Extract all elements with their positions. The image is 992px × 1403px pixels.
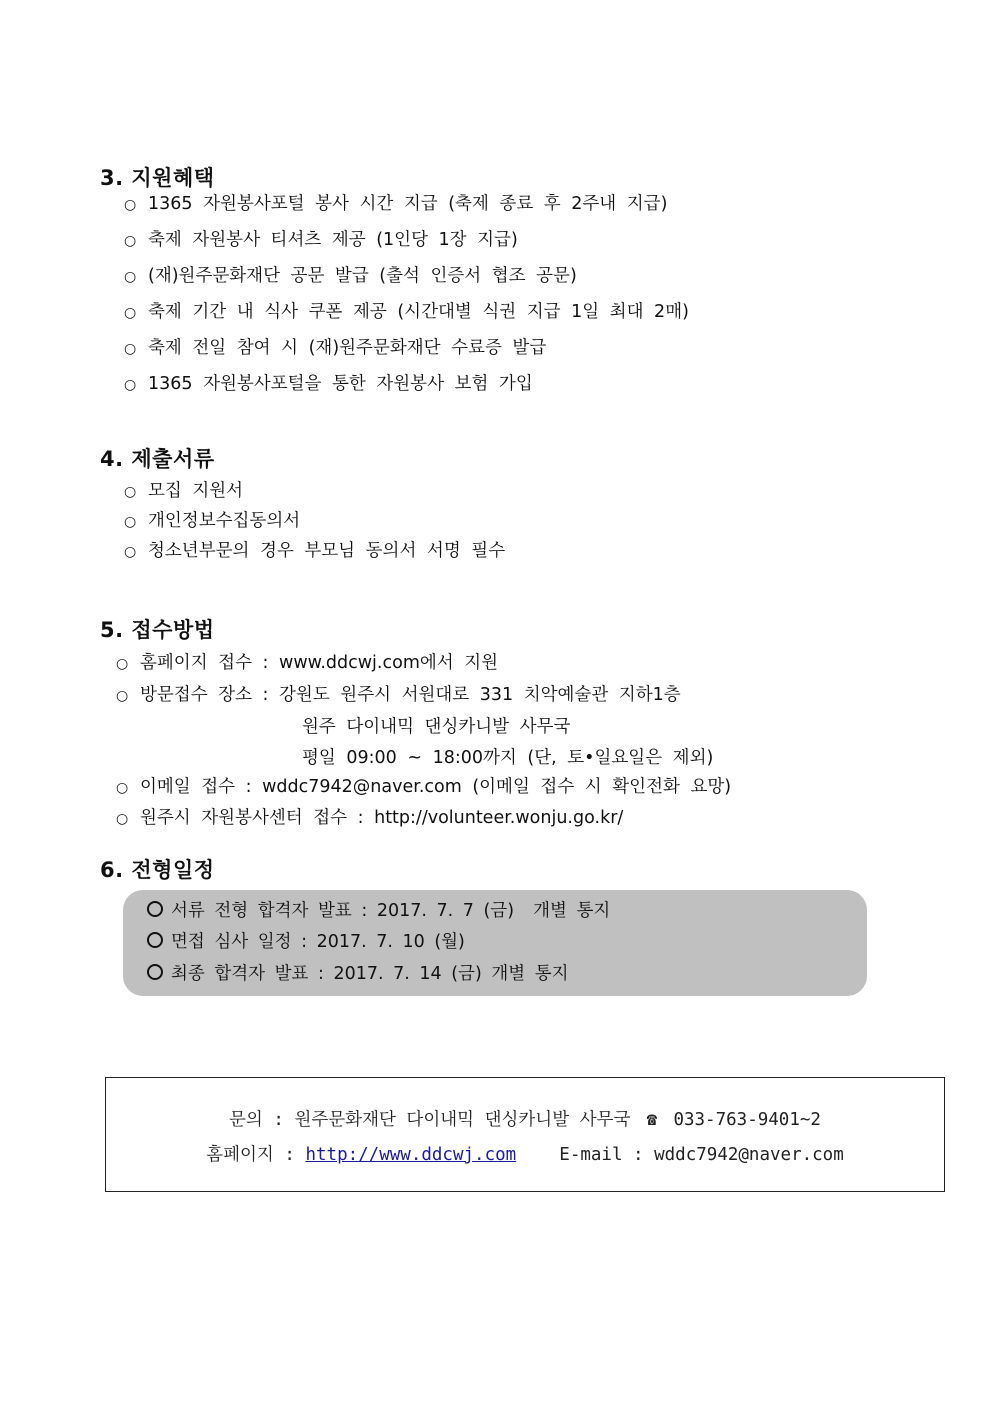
visit-address-line2: 원주 다이내믹 댄싱카니발 사무국	[302, 717, 571, 737]
visit-hours-line3: 평일 09:00 ~ 18:00까지 (단, 토•일요일은 제외)	[302, 748, 714, 768]
list-item: ○ 모집 지원서	[124, 478, 505, 508]
list-item: ○ 1365 자원봉사포털을 통한 자원봉사 보험 가입	[124, 370, 689, 406]
list-item: ○ 1365 자원봉사포털 봉사 시간 지급 (축제 종료 후 2주내 지급)	[124, 190, 689, 226]
bullet-icon: ○	[124, 377, 137, 393]
bullet-icon: ○	[124, 514, 137, 530]
contact-inquiry-line	[106, 1106, 944, 1131]
bullet-icon: ○	[124, 544, 137, 560]
list-item: ○ 축제 기간 내 식사 쿠폰 제공 (시간대별 식권 지급 1일 최대 2매)	[124, 298, 689, 334]
circle-bullet-icon	[147, 901, 163, 917]
bullet-icon: ○	[116, 688, 129, 704]
list-item-visit: ○ 방문접수 장소 : 강원도 원주시 서원대로 331 치악예술관 지하1층	[116, 682, 731, 774]
contact-email: E-mail : wddc7942@naver.com	[559, 1145, 844, 1165]
list-item: ○ (재)원주문화재단 공문 발급 (출석 인증서 협조 공문)	[124, 262, 689, 298]
bullet-icon: ○	[124, 233, 137, 249]
section-title-schedule: 6. 전형일정	[100, 858, 215, 882]
list-item-volunteer-center: ○ 원주시 자원봉사센터 접수 : http://volunteer.wonju.go.kr/	[116, 805, 731, 835]
circle-bullet-icon	[147, 932, 163, 948]
telephone-icon: ☎	[646, 1110, 658, 1130]
bullet-icon: ○	[124, 341, 137, 357]
list-item: ○ 축제 자원봉사 티셔츠 제공 (1인당 1장 지급)	[124, 226, 689, 262]
circle-bullet-icon	[147, 964, 163, 980]
list-item: ○ 축제 전일 참여 시 (재)원주문화재단 수료증 발급	[124, 334, 689, 370]
contact-web-line	[106, 1141, 944, 1166]
list-item: ○ 청소년부문의 경우 부모님 동의서 서명 필수	[124, 538, 505, 568]
homepage-label: 홈페이지 :	[206, 1145, 295, 1165]
homepage-link[interactable]: http://www.ddcwj.com	[305, 1145, 517, 1165]
inquiry-text: 문의 : 원주문화재단 다이내믹 댄싱카니발 사무국	[229, 1110, 631, 1130]
schedule-item: 최종 합격자 발표 : 2017. 7. 14 (금) 개별 통지	[147, 960, 569, 985]
schedule-item: 서류 전형 합격자 발표 : 2017. 7. 7 (금) 개별 통지	[147, 897, 610, 922]
bullet-icon: ○	[124, 305, 137, 321]
contact-box	[105, 1077, 945, 1192]
bullet-icon: ○	[116, 780, 129, 796]
list-item-homepage: ○ 홈페이지 접수 : www.ddcwj.com에서 지원	[116, 650, 731, 682]
bullet-icon: ○	[124, 197, 137, 213]
documents-list	[124, 478, 505, 568]
bullet-icon: ○	[116, 656, 129, 672]
schedule-item: 면접 심사 일정 : 2017. 7. 10 (월)	[147, 928, 465, 953]
section-title-application-method: 5. 접수방법	[100, 618, 215, 642]
benefits-list	[124, 190, 689, 406]
list-item-email: ○ 이메일 접수 : wddc7942@naver.com (이메일 접수 시 확인전화 요망)	[116, 774, 731, 805]
bullet-icon: ○	[124, 269, 137, 285]
phone-number: 033-763-9401~2	[673, 1110, 821, 1130]
schedule-box	[123, 890, 867, 996]
application-method-list	[116, 650, 731, 835]
section-title-documents: 4. 제출서류	[100, 447, 215, 471]
list-item: ○ 개인정보수집동의서	[124, 508, 505, 538]
section-title-benefits: 3. 지원혜택	[100, 166, 215, 190]
bullet-icon: ○	[116, 811, 129, 827]
bullet-icon: ○	[124, 484, 137, 500]
